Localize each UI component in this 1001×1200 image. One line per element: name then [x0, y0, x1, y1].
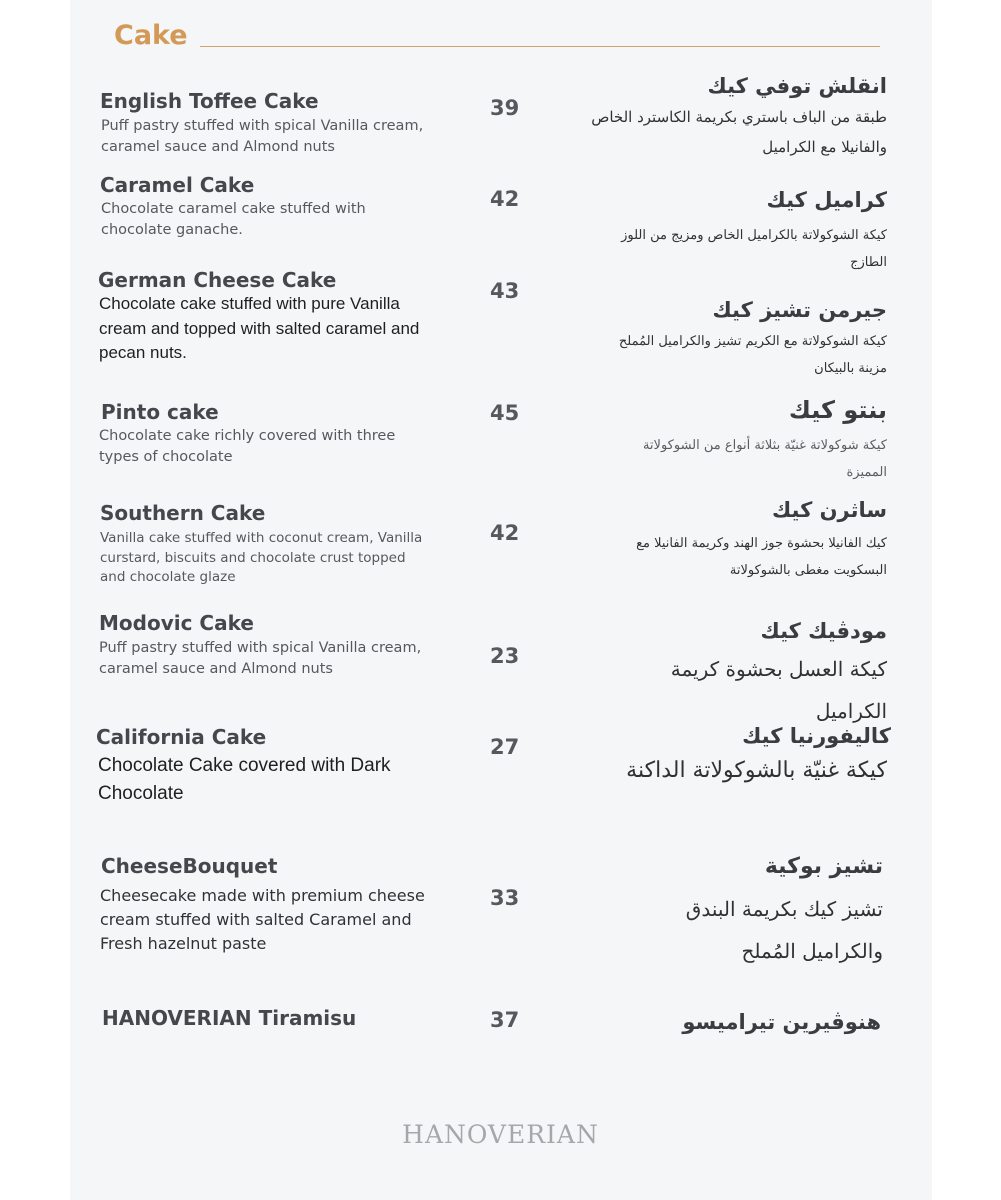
item-name: German Cheese Cake: [98, 268, 337, 292]
item-description: Puff pastry stuffed with spical Vanilla cream, caramel sauce and Almond nuts: [99, 640, 422, 677]
item-name: Pinto cake: [101, 400, 219, 424]
item-arabic-name: كراميل كيك: [766, 188, 887, 212]
item-price: 23: [490, 644, 520, 668]
item-price: 39: [490, 96, 520, 120]
item-arabic-name: مودڤيك كيك: [760, 619, 887, 643]
item-arabic-description: كيكة الشوكولاتة مع الكريم تشيز والكراميل المُملح مزينة بالبيكان: [618, 334, 887, 376]
item-description: Chocolate caramel cake stuffed with chocolate ganache.: [101, 201, 366, 238]
item-arabic-description: كيكة غنيّة بالشوكولاتة الداكنة: [626, 758, 887, 783]
item-description: Cheesecake made with premium cheese cream stuffed with salted Caramel and Fresh hazelnut paste: [100, 886, 425, 953]
item-arabic-description: كيك الفانيلا بحشوة جوز الهند وكريمة الفانيلا مع البسكويت مغطى بالشوكولاتة: [636, 536, 887, 578]
item-name: Southern Cake: [100, 501, 266, 525]
item-price: 45: [490, 401, 520, 425]
item-arabic-name: ساثرن كيك: [771, 498, 887, 522]
item-price: 27: [490, 735, 520, 759]
item-price: 42: [490, 521, 520, 545]
item-name: HANOVERIAN Tiramisu: [102, 1006, 357, 1030]
item-arabic-name: بنتو كيك: [788, 396, 887, 424]
item-description: Puff pastry stuffed with spical Vanilla cream, caramel sauce and Almond nuts: [101, 118, 424, 155]
item-name: Caramel Cake: [100, 173, 255, 197]
item-description: Chocolate Cake covered with Dark Chocolate: [98, 755, 391, 804]
item-name: California Cake: [96, 725, 267, 749]
item-arabic-name: هنوڤيرين تيراميسو: [682, 1010, 881, 1034]
item-price: 37: [490, 1008, 520, 1032]
item-name: Modovic Cake: [99, 611, 254, 635]
item-description: Vanilla cake stuffed with coconut cream, Vanilla curstard, biscuits and chocolate crust topped and chocolate glaze: [100, 530, 423, 585]
item-description: Chocolate cake stuffed with pure Vanilla cream and topped with salted caramel and pecan nuts.: [99, 294, 420, 362]
item-price: 42: [490, 187, 520, 211]
item-arabic-description: كيكة شوكولاتة غنيّة بثلاثة أنواع من الشوكولاتة المميزة: [642, 438, 887, 480]
item-arabic-description: كيكة الشوكولاتة بالكراميل الخاص ومزيج من اللوز الطازج: [621, 228, 887, 270]
item-price: 43: [490, 279, 520, 303]
item-price: 33: [490, 886, 520, 910]
item-arabic-name: انقلش توفي كيك: [707, 74, 887, 98]
item-arabic-name: جيرمن تشيز كيك: [712, 298, 887, 322]
item-arabic-description: تشيز كيك بكريمة البندق والكراميل المُملح: [685, 897, 883, 963]
section-title: Cake: [114, 20, 188, 51]
item-description: Chocolate cake richly covered with three types of chocolate: [99, 428, 396, 465]
title-divider: [200, 46, 880, 47]
item-arabic-description: طبقة من الباف باستري بكريمة الكاسترد الخاص والفانيلا مع الكراميل: [591, 108, 887, 156]
brand-logo: HANOVERIAN: [402, 1120, 599, 1149]
item-arabic-name: تشيز بوكية: [764, 854, 883, 879]
item-arabic-description: كيكة العسل بحشوة كريمة الكراميل: [670, 657, 887, 723]
item-name: English Toffee Cake: [100, 89, 319, 113]
item-name: CheeseBouquet: [101, 854, 278, 878]
item-arabic-name: كاليفورنيا كيك: [742, 724, 891, 748]
